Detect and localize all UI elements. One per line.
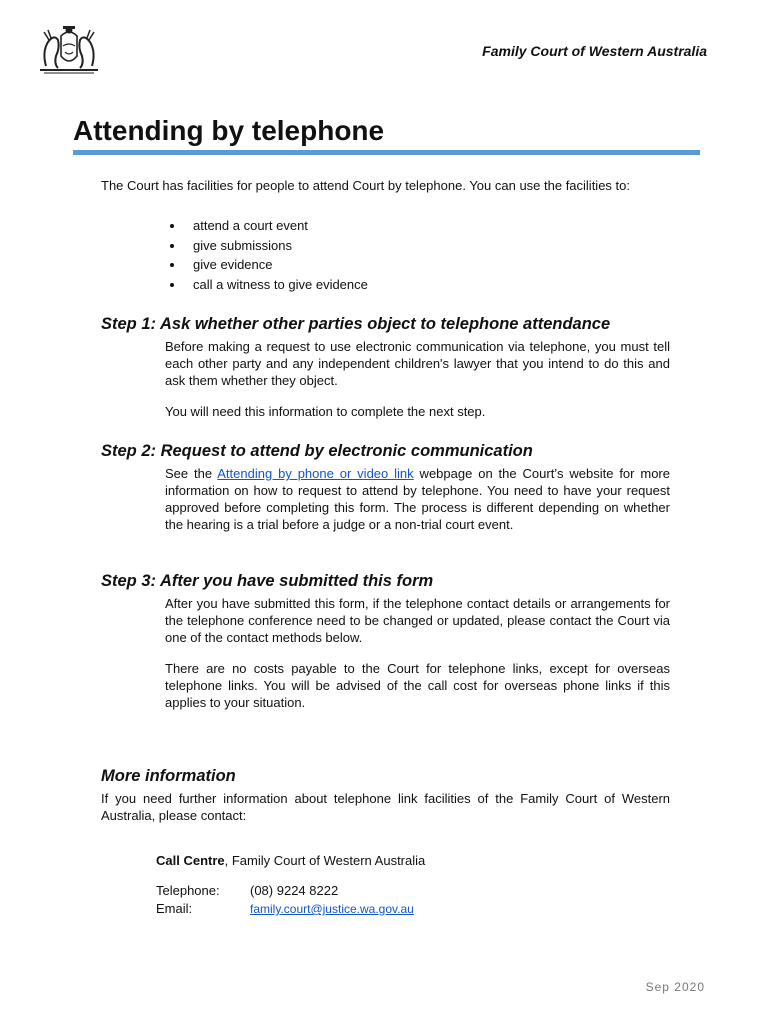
telephone-label: Telephone: xyxy=(156,883,220,898)
bullet-item: give submissions xyxy=(193,236,368,256)
step3-paragraph: There are no costs payable to the Court for telephone links, except for overseas telephone links. You will be advised of the call cost for overseas phone links if this applies to your situation. xyxy=(165,661,670,710)
header-organization: Family Court of Western Australia xyxy=(482,43,707,59)
step3-paragraph: After you have submitted this form, if the telephone contact details or arrangements for the telephone conference need to be changed or updated, please contact the Court via one of the contact methods below. xyxy=(165,596,670,645)
footer-date: Sep 2020 xyxy=(645,980,705,994)
step1-paragraph: Before making a request to use electronic communication via telephone, you must tell each other party and any independent children's lawyer that you intend to do this and ask them whether they object. xyxy=(165,339,670,388)
step1-heading: Step 1: Ask whether other parties object to telephone attendance xyxy=(101,315,611,333)
step2-heading: Step 2: Request to attend by electronic communication xyxy=(101,442,533,460)
email-label: Email: xyxy=(156,901,193,916)
bullet-item: give evidence xyxy=(193,255,368,275)
bullet-item: attend a court event xyxy=(193,216,368,236)
intro-text: The Court has facilities for people to attend Court by telephone. You can use the facilities to: xyxy=(101,178,630,193)
step2-text-after-link: webpage on the Court’s website for more information on how to request to attend by telephone. You need to have your request approved before completing this form. The process is different depending on whether the hearing is a trial before a judge or a non-trial court event. xyxy=(165,466,670,532)
step2-paragraph xyxy=(165,465,670,533)
more-info-text: If you need further information about telephone link facilities of the Family Court of Western Australia, please contact: xyxy=(101,791,670,823)
more-info-heading: More information xyxy=(101,767,236,785)
bullet-item: call a witness to give evidence xyxy=(193,275,368,295)
coat-of-arms-icon xyxy=(34,22,104,76)
page-title: Attending by telephone xyxy=(73,115,385,146)
contact-name xyxy=(156,853,425,868)
telephone-value: (08) 9224 8222 xyxy=(250,883,339,898)
contact-name-rest: , Family Court of Western Australia xyxy=(224,853,426,868)
email-link[interactable]: family.court@justice.wa.gov.au xyxy=(250,902,414,916)
step3-heading: Step 3: After you have submitted this form xyxy=(101,572,434,590)
step1-paragraph: You will need this information to complete the next step. xyxy=(165,404,486,419)
attending-link[interactable]: Attending by phone or video link xyxy=(217,466,414,481)
title-divider xyxy=(73,150,700,155)
step2-text-before-link: See the xyxy=(165,466,218,481)
contact-name-bold: Call Centre xyxy=(156,853,225,868)
intro-bullet-list xyxy=(193,216,368,294)
